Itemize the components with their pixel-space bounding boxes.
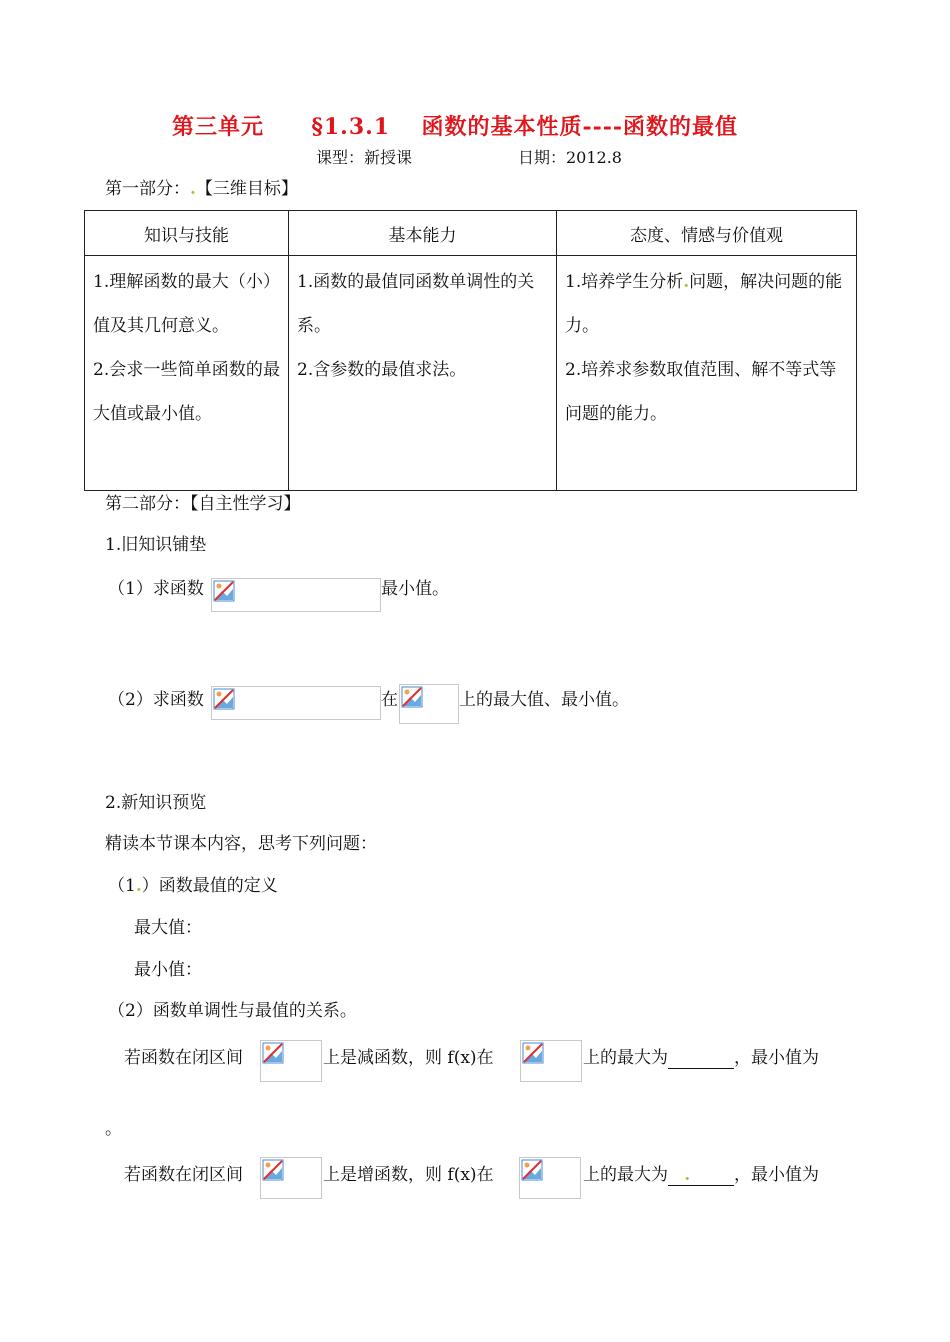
inc-tail: 上的最大为 . ，最小值为 <box>583 1165 819 1185</box>
broken-image-icon <box>262 1042 284 1064</box>
section1-title: 1.旧知识铺垫 <box>105 535 207 555</box>
inc-mid: 上是增函数，则 f(x)在 <box>323 1165 494 1185</box>
part1-label: 第一部分：.【三维目标】 <box>105 179 298 199</box>
title-section: §1.3.1 <box>311 114 391 140</box>
answer-blank[interactable] <box>668 1048 734 1069</box>
broken-image-icon <box>401 686 423 708</box>
table-cell-attitude: 1.培养学生分析.问题，解决问题的能力。 2.培养求参数取值范围、解不等式等问题的能力。 <box>557 256 857 491</box>
dec-mid: 上是减函数，则 f(x)在 <box>323 1048 494 1068</box>
broken-image-icon <box>213 688 235 710</box>
table-cell-knowledge: 1.理解函数的最大（小）值及其几何意义。 2.会求一些简单函数的最大值或最小值。 <box>85 256 289 491</box>
part2-label: 第二部分：【自主性学习】 <box>105 494 301 514</box>
table-cell-ability: 1.函数的最值同函数单调性的关系。 2.含参数的最值求法。 <box>289 256 557 491</box>
max-label: 最大值： <box>134 918 202 938</box>
formula-image-q1 <box>211 578 381 612</box>
interval-image-dec-1 <box>260 1040 322 1082</box>
page-title <box>172 110 738 141</box>
dec-prefix: 若函数在闭区间 <box>124 1048 243 1068</box>
inc-prefix: 若函数在闭区间 <box>124 1165 243 1185</box>
q2-suffix: 上的最大值、最小值。 <box>459 690 629 710</box>
broken-image-icon <box>213 580 235 602</box>
q2-prefix: （2）求函数 <box>108 690 204 710</box>
q1-prefix: （1）求函数 <box>108 579 204 599</box>
q1-suffix: 最小值。 <box>381 579 449 599</box>
interval-image-inc-2 <box>519 1157 581 1199</box>
broken-image-icon <box>522 1042 544 1064</box>
broken-image-icon <box>521 1159 543 1181</box>
table-header: 态度、情感与价值观 <box>557 211 857 256</box>
section2-intro: 精读本节课本内容，思考下列问题： <box>105 834 377 854</box>
lesson-date: 日期：2012.8 <box>518 148 622 167</box>
formula-image-q2 <box>211 686 381 720</box>
dec-end: 。 <box>105 1119 122 1139</box>
min-label: 最小值： <box>134 960 202 980</box>
interval-image-inc-1 <box>260 1157 322 1199</box>
q2-mid: 在 <box>381 690 398 710</box>
lesson-type: 课型：新授课 <box>316 148 413 167</box>
interval-image-dec-2 <box>520 1040 582 1082</box>
q4-title: （2）函数单调性与最值的关系。 <box>108 1001 357 1021</box>
title-unit: 第三单元 <box>172 114 265 140</box>
broken-image-icon <box>262 1159 284 1181</box>
section2-title: 2.新知识预览 <box>105 793 207 813</box>
interval-image-q2 <box>399 684 459 724</box>
answer-blank[interactable]: . <box>668 1165 734 1186</box>
table-header: 知识与技能 <box>85 211 289 256</box>
table-header: 基本能力 <box>289 211 557 256</box>
dec-tail: 上的最大为 ，最小值为 <box>583 1048 819 1068</box>
q3-title: （1.）函数最值的定义 <box>108 876 278 896</box>
title-topic: 函数的基本性质----函数的最值 <box>421 114 738 140</box>
goals-table <box>84 210 857 491</box>
